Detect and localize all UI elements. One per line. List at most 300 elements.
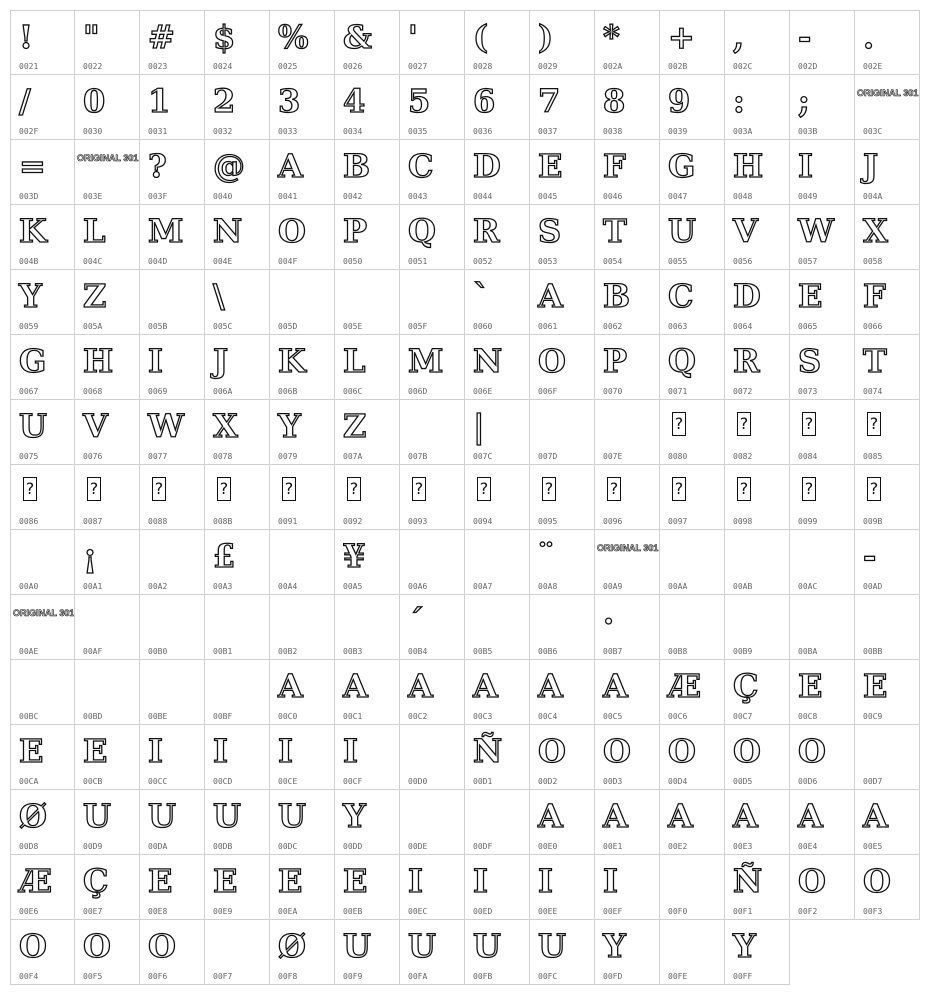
glyph-cell [530,790,595,855]
glyph-sample: O [19,927,47,965]
glyph-sample: E [148,862,173,900]
glyph-sample: A [343,667,368,705]
glyph-cell [530,140,595,205]
glyph-sample: Æ [668,667,702,705]
glyph-cell [595,335,660,400]
glyph-code: 0068 [83,387,103,396]
glyph-sample: ORIGINAL 301 [597,543,659,553]
glyph-sample: U [83,797,111,835]
glyph-cell [725,465,790,530]
glyph-code: 0054 [603,257,623,266]
glyph-sample: 4 [343,82,366,120]
glyph-cell [660,595,725,660]
glyph-sample: = [19,147,46,185]
glyph-sample: S [538,212,562,250]
glyph-sample: . [863,18,875,56]
glyph-code: 0038 [603,127,623,136]
glyph-sample: O [538,342,566,380]
glyph-cell [335,270,400,335]
glyph-sample: I [148,342,163,380]
glyph-sample: U [278,797,306,835]
glyph-cell [205,10,270,75]
glyph-code: 00D0 [408,777,428,786]
glyph-sample: L [343,342,366,380]
glyph-cell [595,465,660,530]
glyph-sample: S [798,342,822,380]
glyph-cell [205,400,270,465]
glyph-code: 00C2 [408,712,428,721]
glyph-code: 00ED [473,907,493,916]
glyph-sample: ORIGINAL 301 [13,608,75,618]
glyph-cell [140,10,205,75]
glyph-cell [790,790,855,855]
glyph-cell [855,75,920,140]
glyph-cell [75,920,140,985]
glyph-cell [75,530,140,595]
glyph-code: 0047 [668,192,688,201]
glyph-code: 0049 [798,192,818,201]
glyph-sample: I [798,147,813,185]
glyph-cell [790,270,855,335]
glyph-sample: Ñ [733,862,763,900]
glyph-sample: T [603,212,627,250]
glyph-code: 007E [603,452,623,461]
glyph-sample: H [83,342,114,380]
glyph-sample: Y [278,407,301,445]
glyph-code: 00AB [733,582,753,591]
glyph-cell [205,530,270,595]
glyph-code: 00FC [538,972,558,981]
glyph-sample: M [148,212,184,250]
glyph-cell [855,465,920,530]
glyph-cell [270,595,335,660]
glyph-code: 004F [278,257,298,266]
glyph-sample: A [603,667,628,705]
glyph-code: 007A [343,452,363,461]
glyph-sample: ? [148,147,167,185]
glyph-sample: ) [538,18,554,56]
glyph-sample: ´ [408,602,424,640]
glyph-cell [855,400,920,465]
glyph-sample: ; [798,82,810,120]
glyph-sample: ORIGINAL 301 [77,153,139,163]
glyph-code: 0048 [733,192,753,201]
glyph-sample: O [278,212,306,250]
glyph-sample: Ç [733,667,759,705]
glyph-cell [595,400,660,465]
glyph-cell [10,140,75,205]
glyph-cell [595,75,660,140]
glyph-sample: $ [213,18,236,56]
glyph-sample: I [343,732,358,770]
glyph-cell [725,140,790,205]
glyph-code: 0032 [213,127,233,136]
glyph-cell [790,75,855,140]
glyph-cell [790,140,855,205]
glyph-cell [400,75,465,140]
glyph-code: 00C9 [863,712,883,721]
glyph-code: 00BB [863,647,883,656]
glyph-code: 0029 [538,62,558,71]
glyph-cell [10,530,75,595]
glyph-code: 0097 [668,517,688,526]
glyph-code: 00C0 [278,712,298,721]
glyph-cell [790,855,855,920]
glyph-cell [140,595,205,660]
glyph-sample: U [213,797,241,835]
glyph-cell [400,855,465,920]
glyph-code: 0079 [278,452,298,461]
glyph-sample: O [538,732,566,770]
glyph-code: 0086 [19,517,39,526]
glyph-cell [270,530,335,595]
glyph-cell [75,595,140,660]
glyph-code: 005E [343,322,363,331]
glyph-sample: I [408,862,423,900]
glyph-cell [10,920,75,985]
glyph-cell [75,75,140,140]
glyph-cell [400,205,465,270]
glyph-cell [400,790,465,855]
glyph-cell [595,725,660,790]
glyph-sample: M [408,342,444,380]
glyph-cell [270,920,335,985]
glyph-sample: Q [408,212,436,250]
glyph-cell [205,465,270,530]
glyph-sample: X [213,407,238,445]
glyph-code: 004B [19,257,39,266]
glyph-sample: E [278,862,303,900]
glyph-cell [790,595,855,660]
glyph-cell [205,725,270,790]
glyph-code: 00FF [733,972,753,981]
glyph-code: 00EC [408,907,428,916]
glyph-code: 0074 [863,387,883,396]
glyph-cell [465,790,530,855]
glyph-cell [855,660,920,725]
glyph-code: 008B [213,517,233,526]
glyph-code: 00EA [278,907,298,916]
glyph-sample: Æ [19,862,53,900]
glyph-cell [725,790,790,855]
glyph-sample: U [148,797,176,835]
glyph-sample: ? [802,477,816,501]
glyph-cell [75,465,140,530]
glyph-code: 005A [83,322,103,331]
glyph-code: 00D2 [538,777,558,786]
glyph-code: 00D6 [798,777,818,786]
glyph-cell [855,140,920,205]
glyph-sample: ? [737,412,751,436]
glyph-cell [465,205,530,270]
glyph-code: 00DB [213,842,233,851]
glyph-code: 00D7 [863,777,883,786]
glyph-code: 00EF [603,907,623,916]
glyph-cell [140,465,205,530]
glyph-cell [660,140,725,205]
glyph-cell [530,270,595,335]
glyph-code: 00A3 [213,582,233,591]
glyph-sample: P [603,342,628,380]
glyph-sample: ` [473,277,489,315]
glyph-sample: Ç [83,862,109,900]
glyph-code: 0088 [148,517,168,526]
glyph-sample: A [798,797,823,835]
glyph-code: 00A4 [278,582,298,591]
glyph-sample: X [863,212,888,250]
glyph-code: 003B [798,127,818,136]
glyph-cell [855,790,920,855]
glyph-cell [335,75,400,140]
glyph-cell [855,530,920,595]
glyph-sample: Z [83,277,107,315]
glyph-sample: A [278,667,303,705]
glyph-cell [270,75,335,140]
glyph-sample: Y [343,797,366,835]
glyph-code: 0073 [798,387,818,396]
glyph-code: 00F7 [213,972,233,981]
glyph-cell [10,855,75,920]
glyph-code: 002D [798,62,818,71]
glyph-sample: ? [672,412,686,436]
glyph-cell [140,855,205,920]
glyph-code: 006E [473,387,493,396]
glyph-cell [75,205,140,270]
glyph-cell [10,400,75,465]
glyph-sample: R [473,212,500,250]
glyph-code: 00EB [343,907,363,916]
glyph-cell [270,400,335,465]
glyph-cell [465,660,530,725]
glyph-cell [75,140,140,205]
glyph-code: 00D5 [733,777,753,786]
glyph-sample: N [473,342,503,380]
glyph-code: 0046 [603,192,623,201]
glyph-sample: U [668,212,696,250]
glyph-cell [595,140,660,205]
glyph-code: 00B5 [473,647,493,656]
glyph-code: 00A8 [538,582,558,591]
glyph-code: 00FD [603,972,623,981]
glyph-sample: O [148,927,176,965]
glyph-cell [10,725,75,790]
glyph-code: 00C1 [343,712,363,721]
glyph-sample: Z [343,407,367,445]
glyph-cell [465,465,530,530]
glyph-cell [10,335,75,400]
glyph-code: 0091 [278,517,298,526]
glyph-sample: O [603,732,631,770]
glyph-code: 00F8 [278,972,298,981]
glyph-code: 0036 [473,127,493,136]
glyph-sample: , [733,18,745,56]
glyph-code: 004E [213,257,233,266]
glyph-sample: E [19,732,44,770]
glyph-cell [140,270,205,335]
glyph-code: 00A5 [343,582,363,591]
glyph-code: 005C [213,322,233,331]
glyph-code: 00E4 [798,842,818,851]
glyph-sample: T [863,342,887,380]
glyph-code: 00D1 [473,777,493,786]
glyph-code: 0064 [733,322,753,331]
glyph-cell [400,400,465,465]
glyph-code: 00B3 [343,647,363,656]
glyph-sample: P [343,212,368,250]
glyph-cell [270,270,335,335]
glyph-cell [10,465,75,530]
glyph-sample: - [798,18,812,56]
glyph-cell [790,465,855,530]
glyph-code: 002E [863,62,883,71]
glyph-sample: 5 [408,82,431,120]
glyph-code: 0041 [278,192,298,201]
glyph-sample: Ñ [473,732,503,770]
glyph-code: 00E8 [148,907,168,916]
glyph-cell [140,790,205,855]
glyph-code: 004A [863,192,883,201]
glyph-sample: " [83,18,100,56]
glyph-sample: ORIGINAL 301 [857,88,919,98]
glyph-code: 006F [538,387,558,396]
glyph-code: 00D8 [19,842,39,851]
glyph-code: 00CA [19,777,39,786]
glyph-code: 00CF [343,777,363,786]
glyph-sample: ' [408,18,418,56]
glyph-cell [335,725,400,790]
glyph-code: 0044 [473,192,493,201]
glyph-sample: A [473,667,498,705]
glyph-code: 00E0 [538,842,558,851]
glyph-cell [465,855,530,920]
glyph-code: 00BE [148,712,168,721]
glyph-code: 0025 [278,62,298,71]
glyph-sample: - [863,537,877,575]
glyph-code: 00DD [343,842,363,851]
glyph-cell [335,595,400,660]
glyph-code: 002B [668,62,688,71]
glyph-cell [270,140,335,205]
glyph-cell [335,400,400,465]
glyph-cell [335,790,400,855]
glyph-sample: & [343,18,372,56]
glyph-code: 0069 [148,387,168,396]
glyph-sample: | [473,407,485,445]
glyph-code: 00DE [408,842,428,851]
glyph-cell [725,205,790,270]
glyph-sample: : [733,82,745,120]
glyph-code: 00B7 [603,647,623,656]
glyph-cell [790,725,855,790]
glyph-code: 00BA [798,647,818,656]
glyph-sample: 7 [538,82,561,120]
glyph-sample: ? [802,412,816,436]
glyph-sample: ? [737,477,751,501]
glyph-code: 00C8 [798,712,818,721]
glyph-code: 00C5 [603,712,623,721]
glyph-cell [335,530,400,595]
glyph-sample: ¥ [343,537,366,575]
glyph-sample: 6 [473,82,496,120]
glyph-code: 0021 [19,62,39,71]
glyph-sample: 3 [278,82,301,120]
glyph-cell [10,205,75,270]
glyph-cell [140,530,205,595]
glyph-cell [530,530,595,595]
glyph-code: 00B0 [148,647,168,656]
glyph-code: 00AC [798,582,818,591]
glyph-code: 00AA [668,582,688,591]
glyph-code: 006A [213,387,233,396]
glyph-code: 002A [603,62,623,71]
glyph-cell [725,920,790,985]
glyph-sample: K [19,212,47,250]
glyph-code: 0098 [733,517,753,526]
glyph-code: 0087 [83,517,103,526]
glyph-code: 00B6 [538,647,558,656]
glyph-sample: O [668,732,696,770]
glyph-cell [140,140,205,205]
glyph-sample: ¨ [538,537,554,575]
glyph-sample: D [473,147,501,185]
glyph-code: 00C4 [538,712,558,721]
glyph-sample: ? [607,477,621,501]
glyph-sample: ¡ [83,537,98,575]
glyph-code: 009B [863,517,883,526]
glyph-sample: E [83,732,108,770]
glyph-cell [75,660,140,725]
glyph-cell [530,855,595,920]
glyph-sample: O [863,862,891,900]
glyph-code: 0042 [343,192,363,201]
glyph-sample: K [278,342,306,380]
glyph-sample: B [343,147,371,185]
glyph-code: 0055 [668,257,688,266]
glyph-sample: F [863,277,886,315]
glyph-sample: % [278,18,309,56]
glyph-sample: ( [473,18,489,56]
glyph-code: 0070 [603,387,623,396]
glyph-code: 0099 [798,517,818,526]
glyph-sample: + [668,18,695,56]
glyph-code: 0066 [863,322,883,331]
glyph-sample: I [213,732,228,770]
glyph-cell [465,270,530,335]
glyph-code: 0085 [863,452,883,461]
glyph-cell [725,270,790,335]
glyph-sample: Y [603,927,626,965]
glyph-cell [660,920,725,985]
glyph-code: 0026 [343,62,363,71]
glyph-cell [465,530,530,595]
glyph-code: 00F3 [863,907,883,916]
glyph-code: 0051 [408,257,428,266]
glyph-cell [400,530,465,595]
glyph-cell [400,10,465,75]
glyph-code: 0056 [733,257,753,266]
glyph-code: 00F9 [343,972,363,981]
glyph-cell [270,205,335,270]
glyph-code: 003E [83,192,103,201]
glyph-code: 004D [148,257,168,266]
glyph-sample: A [538,667,563,705]
glyph-sample: V [83,407,108,445]
glyph-cell [595,530,660,595]
glyph-sample: D [733,277,761,315]
glyph-code: 00D3 [603,777,623,786]
glyph-code: 0063 [668,322,688,331]
glyph-cell [465,335,530,400]
